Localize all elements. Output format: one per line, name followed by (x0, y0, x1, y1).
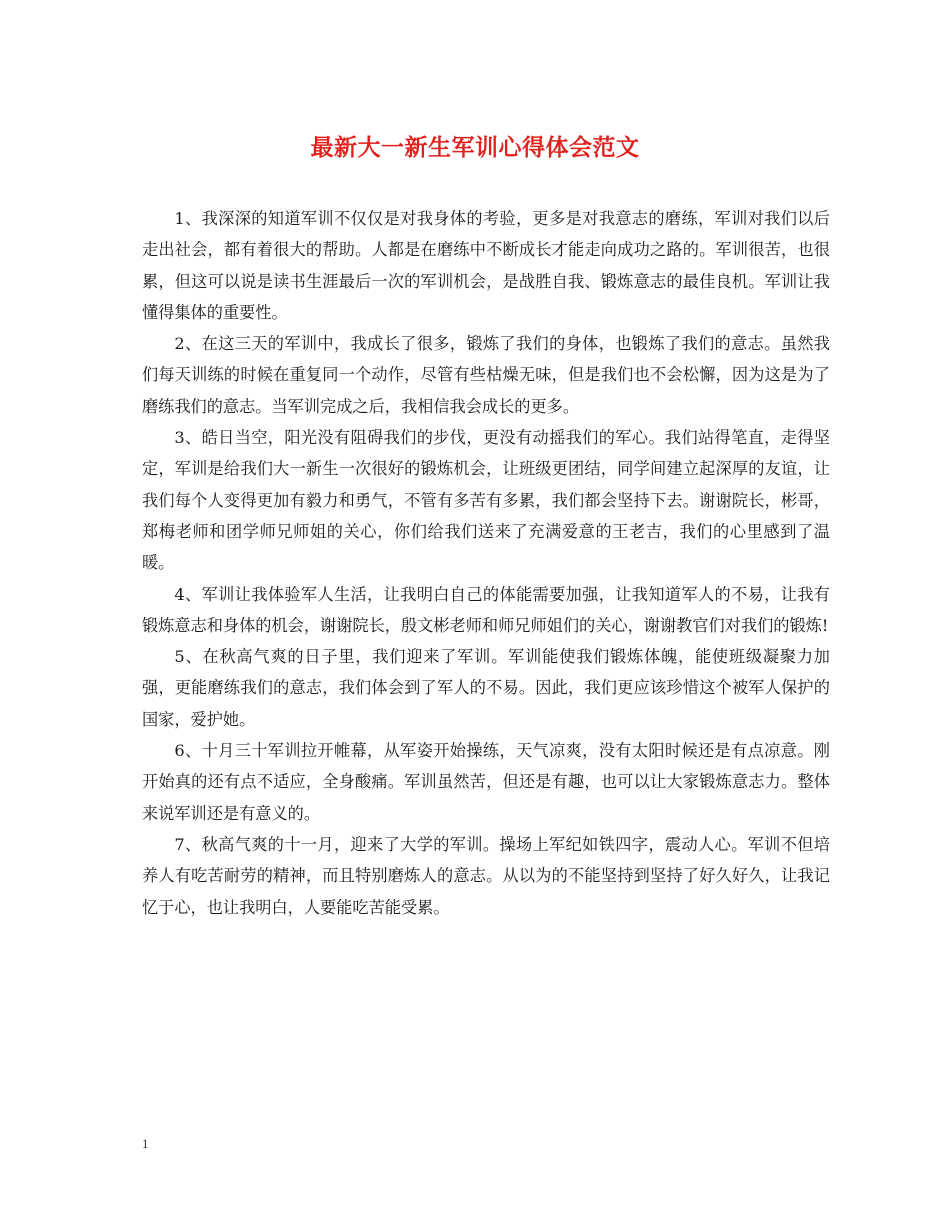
paragraph-6: 6、十月三十军训拉开帷幕，从军姿开始操练，天气凉爽，没有太阳时候还是有点凉意。刚开始真的还有点不适应，全身酸痛。军训虽然苦，但还是有趣，也可以让大家锻炼意志力。整体来说军训还是有意义的。 (142, 741, 830, 823)
paragraph-7: 7、秋高气爽的十一月，迎来了大学的军训。操场上军纪如铁四字，震动人心。军训不但培养人有吃苦耐劳的精神，而且特别磨炼人的意志。从以为的不能坚持到坚持了好久好久，让我记忆于心，也让我明白，人要能吃苦能受累。 (142, 834, 830, 917)
paragraph-3: 3、皓日当空，阳光没有阻碍我们的步伐，更没有动摇我们的军心。我们站得笔直，走得坚定，军训是给我们大一新生一次很好的锻炼机会，让班级更团结，同学间建立起深厚的友谊，让我们每个人变得更加有毅力和勇气，不管有多苦有多累，我们都会坚持下去。谢谢院长，彬哥，郑梅老师和团学师兄师姐的关心，你们给我们送来了充满爱意的王老吉，我们的心里感到了温暖。 (142, 428, 830, 573)
page-number: 1 (142, 1136, 149, 1151)
document-body (142, 203, 830, 923)
paragraph-5: 5、在秋高气爽的日子里，我们迎来了军训。军训能使我们锻炼体魄，能使班级凝聚力加强，更能磨练我们的意志，我们体会到了军人的不易。因此，我们更应该珍惜这个被军人保护的国家，爱护她。 (142, 647, 830, 729)
paragraph-4: 4、军训让我体验军人生活，让我明白自己的体能需要加强，让我知道军人的不易，让我有锻炼意志和身体的机会，谢谢院长，殷文彬老师和师兄师姐们的关心，谢谢教官们对我们的锻炼! (142, 584, 830, 635)
document-title: 最新大一新生军训心得体会范文 (310, 134, 640, 161)
paragraph-1: 1、我深深的知道军训不仅仅是对我身体的考验，更多是对我意志的磨练，军训对我们以后走出社会，都有着很大的帮助。人都是在磨练中不断成长才能走向成功之路的。军训很苦，也很累，但这可以说是读书生涯最后一次的军训机会，是战胜自我、锻炼意志的最佳良机。军训让我懂得集体的重要性。 (142, 209, 830, 322)
paragraph-2: 2、在这三天的军训中，我成长了很多，锻炼了我们的身体，也锻炼了我们的意志。虽然我们每天训练的时候在重复同一个动作，尽管有些枯燥无味，但是我们也不会松懈，因为这是为了磨练我们的意志。当军训完成之后，我相信我会成长的更多。 (142, 334, 830, 416)
